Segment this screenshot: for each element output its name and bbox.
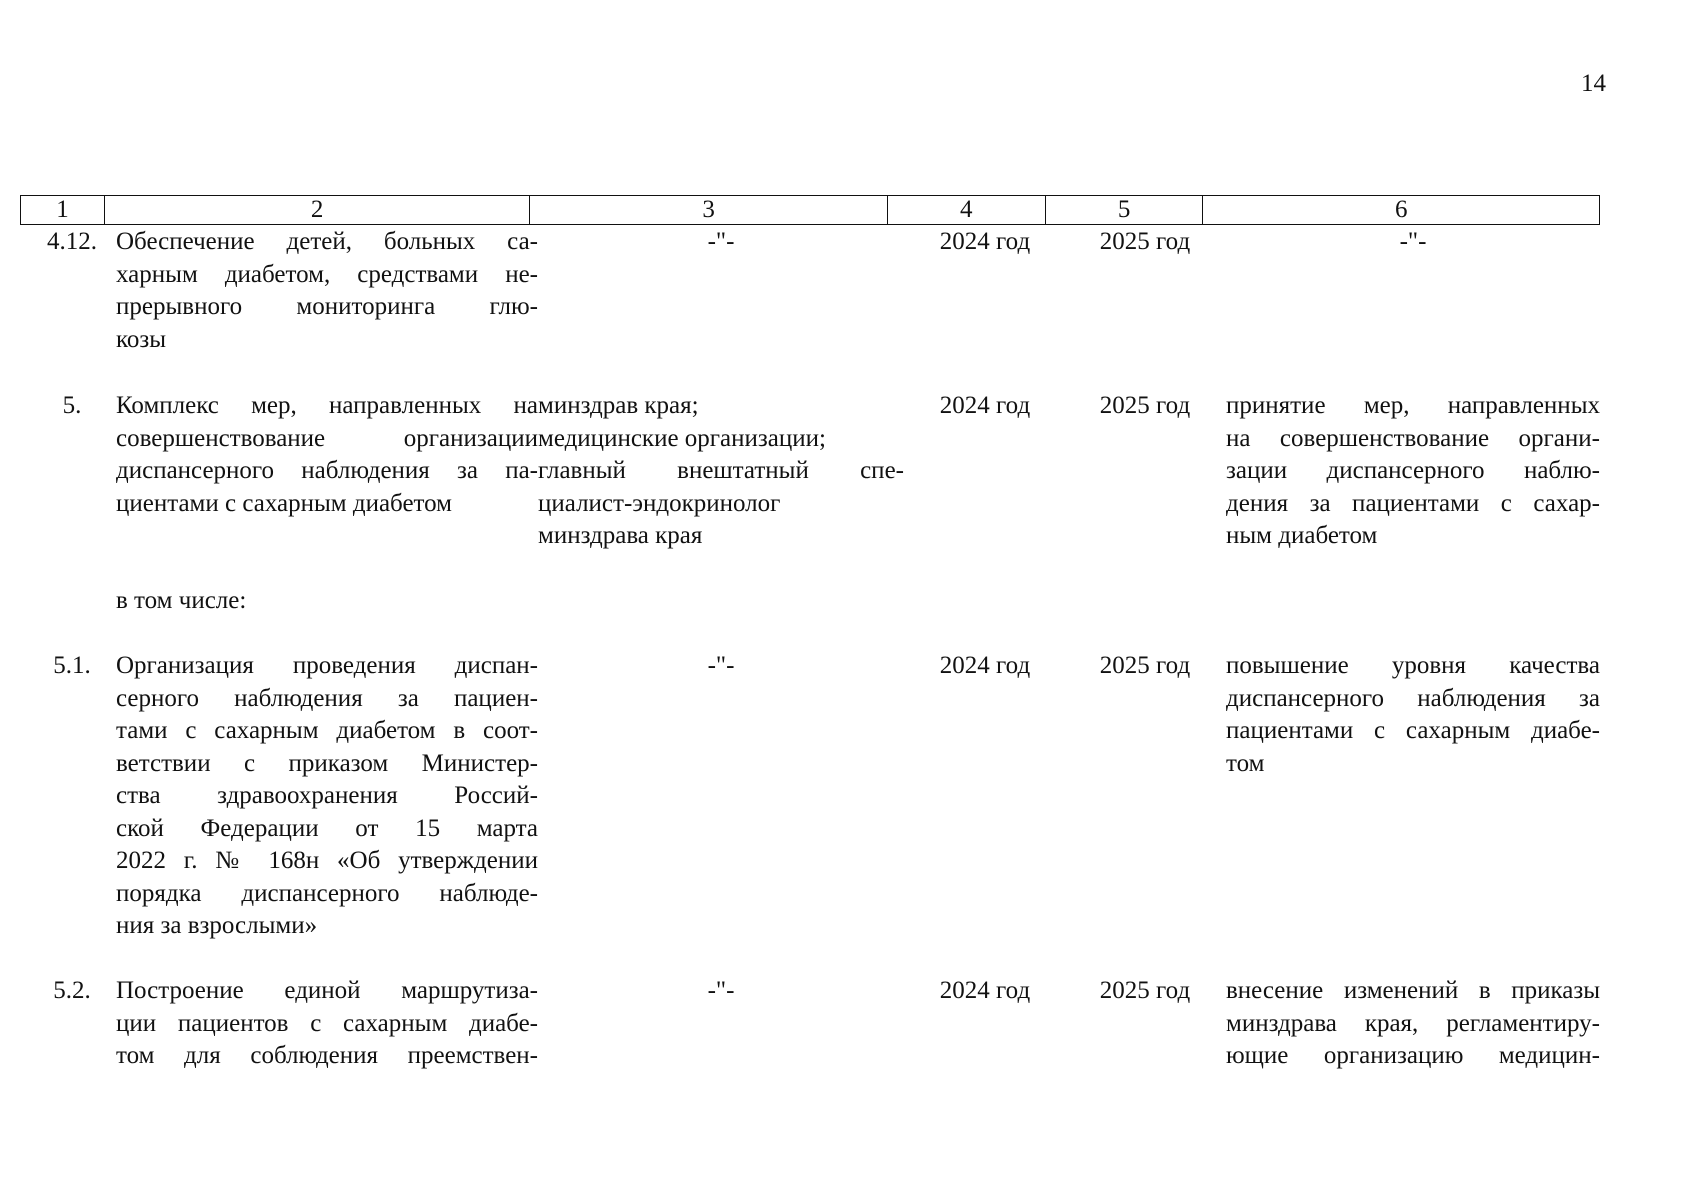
text-line: внесение изменений в приказы xyxy=(1226,977,1600,1004)
text-line: совершенствование организации xyxy=(116,424,538,452)
end-year: 2025 год xyxy=(1099,392,1191,419)
subheading xyxy=(116,585,538,618)
text-line: циентами с сахарным диабетом xyxy=(116,489,452,517)
text-line: том для соблюдения преемствен- xyxy=(116,1042,538,1069)
expected-result xyxy=(1226,390,1600,553)
text-line: прерывного мониторинга глю- xyxy=(116,293,538,320)
text-line: Организация проведения диспан- xyxy=(116,652,538,679)
text-line: ции пациентов с сахарным диабе- xyxy=(116,1009,538,1037)
measure-name xyxy=(116,390,538,520)
row-number: 5. xyxy=(62,392,82,419)
measure-name xyxy=(116,975,538,1073)
text-line: пациентами с сахарным диабе- xyxy=(1226,717,1600,744)
end-year: 2025 год xyxy=(1099,977,1191,1004)
header-col-6: 6 xyxy=(1394,196,1408,223)
expected-result: -"- xyxy=(1399,228,1427,255)
text-line: диспансерного наблюдения за па- xyxy=(116,457,538,484)
text-line: серного наблюдения за пациен- xyxy=(116,684,538,712)
measure-name xyxy=(116,226,538,356)
text-line: ской Федерации от 15 марта xyxy=(116,814,538,842)
responsible: -"- xyxy=(707,652,735,679)
text-line: харным диабетом, средствами не- xyxy=(116,260,538,288)
text-line: дения за пациентами с сахар- xyxy=(1226,489,1600,517)
responsible: -"- xyxy=(707,977,735,1004)
text-line: ства здравоохранения Россий- xyxy=(116,782,538,809)
text-line: повышение уровня качества xyxy=(1226,652,1600,679)
text-line: ветствии с приказом Министер- xyxy=(116,749,538,777)
start-year: 2024 год xyxy=(939,652,1031,679)
text-line: минздрава края, регламентиру- xyxy=(1226,1009,1600,1037)
row-number: 5.2. xyxy=(53,977,91,1004)
text-line: главный внештатный спе- xyxy=(538,457,904,484)
text-line: порядка диспансерного наблюде- xyxy=(116,879,538,907)
header-col-2: 2 xyxy=(105,196,530,224)
expected-result xyxy=(1226,975,1600,1073)
start-year: 2024 год xyxy=(939,977,1031,1004)
table-header xyxy=(20,195,1600,225)
text-line: тами с сахарным диабетом в соот- xyxy=(116,717,538,744)
text-line: диспансерного наблюдения за xyxy=(1226,684,1600,712)
text-line: ния за взрослыми» xyxy=(116,912,318,939)
text-line: на совершенствование органи- xyxy=(1226,424,1600,452)
header-col-4: 4 xyxy=(888,196,1046,224)
text-line: зации диспансерного наблю- xyxy=(1226,457,1600,484)
text-line: принятие мер, направленных xyxy=(1226,392,1600,419)
responsible xyxy=(538,390,904,553)
row-number: 5.1. xyxy=(53,652,91,679)
text-line: ным диабетом xyxy=(1226,522,1378,549)
measure-name xyxy=(116,650,538,943)
expected-result xyxy=(1226,650,1600,780)
text-line: минздрава края xyxy=(538,522,703,549)
start-year: 2024 год xyxy=(939,392,1031,419)
text-line: ющие организацию медицин- xyxy=(1226,1042,1600,1069)
text-line: Построение единой маршрутиза- xyxy=(116,977,538,1004)
text-line: 2022 г. № 168н «Об утверждении xyxy=(116,847,538,874)
start-year: 2024 год xyxy=(939,228,1031,255)
text-line: том xyxy=(1226,749,1265,777)
text-line: циалист-эндокринолог xyxy=(538,489,781,517)
header-col-1: 1 xyxy=(21,196,105,224)
end-year: 2025 год xyxy=(1099,652,1191,679)
header-col-5: 5 xyxy=(1046,196,1204,224)
text-line: в том числе: xyxy=(116,587,247,614)
responsible: -"- xyxy=(707,228,735,255)
row-number: 4.12. xyxy=(47,228,97,255)
text-line: Обеспечение детей, больных са- xyxy=(116,228,538,255)
end-year: 2025 год xyxy=(1099,228,1191,255)
text-line: Комплекс мер, направленных на xyxy=(116,392,538,419)
page-number: 14 xyxy=(1581,70,1606,97)
text-line: минздрав края; xyxy=(538,392,699,419)
header-col-3: 3 xyxy=(530,196,888,224)
text-line: козы xyxy=(116,325,167,353)
text-line: медицинские организации; xyxy=(538,424,826,452)
